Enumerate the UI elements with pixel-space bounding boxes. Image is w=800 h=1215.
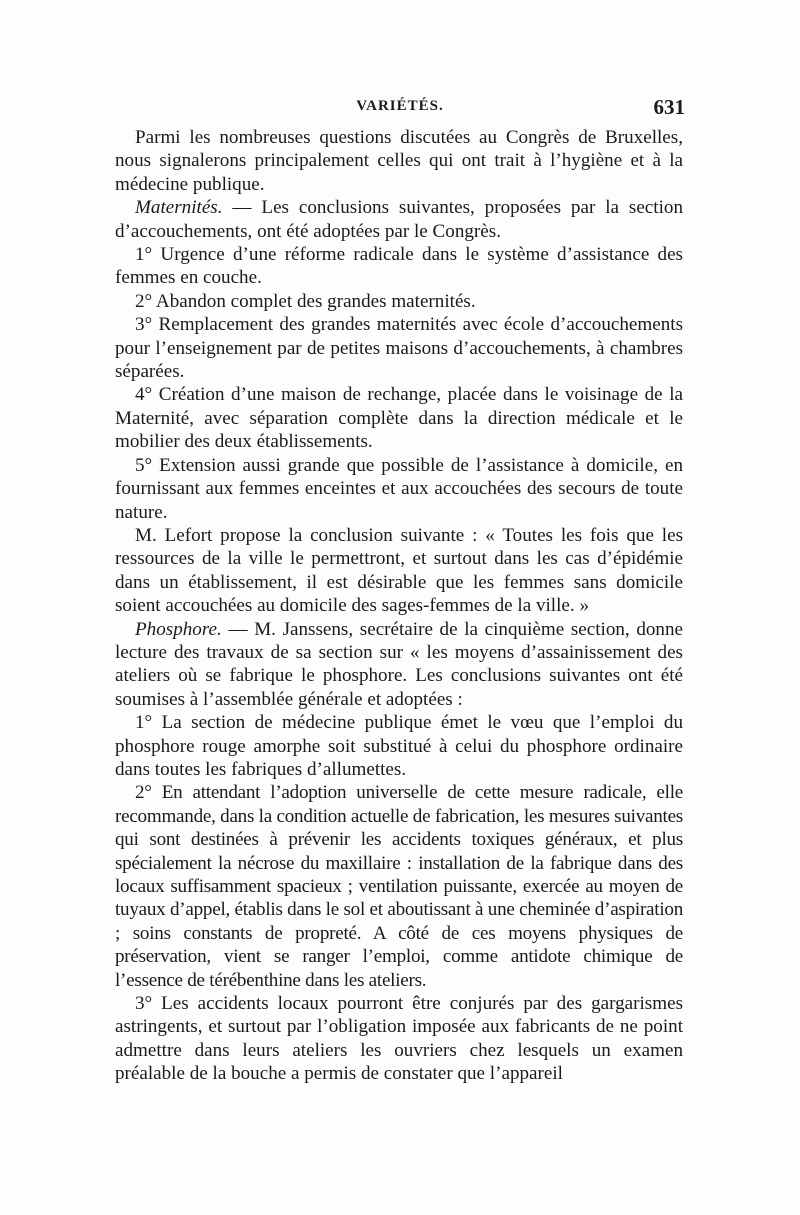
paragraph-text: — M. Janssens, secrétaire de la cinquième section, donne lecture des travaux de sa section sur « les moyens d’assainissement des ateliers où se fabrique le phosphore. Les conclusions suivantes ont été soumises à l’assemblée générale et adoptées : (115, 618, 683, 710)
conclusion-item-5: 5° Extension aussi grande que possible de l’assistance à domicile, en fournissant aux femmes enceintes et aux accouchées des secours de toute nature. (115, 454, 683, 523)
page-number: 631 (653, 95, 685, 119)
phosphore-item-1: 1° La section de médecine publique émet le vœu que l’emploi du phosphore rouge amorphe soit substitué à celui du phosphore ordinaire dans toutes les fabriques d’allumettes. (115, 712, 683, 780)
phosphore-item-2: 2° En attendant l’adoption universelle de cette mesure radicale, elle recommande, dans la condition actuelle de fabrication, les mesures suivantes qui sont destinées à prévenir les accidents toxiques généraux, et plus spécialement la nécrose du maxillaire : installation de la fabrique dans des locaux suffisamment spacieux ; ventilation puissante, exercée au moyen de tuyaux d’appel, établis dans le sol et aboutissant à une cheminée d’aspiration ; soins constants de propreté. A côté de ces moyens physiques de préservation, vient se ranger l’emploi, comme antidote chimique de l’essence de térébenthine dans les ateliers. (115, 782, 683, 991)
paragraph-text: — Les conclusions suivantes, proposées par la section d’accouchements, ont été adoptées par le Congrès. (115, 197, 683, 242)
conclusion-item-2: 2° Abandon complet des grandes maternités. (135, 290, 476, 312)
body-text (115, 126, 683, 1086)
paragraph-maternites (115, 196, 683, 243)
conclusion-item-1: 1° Urgence d’une réforme radicale dans le système d’assistance des femmes en couche. (115, 244, 683, 289)
running-title: VARIÉTÉS. (356, 98, 444, 114)
paragraph: Parmi les nombreuses questions discutées au Congrès de Bruxelles, nous signalerons principalement celles qui ont trait à l’hygiène et à la médecine publique. (115, 127, 683, 195)
conclusion-item-3: 3° Remplacement des grandes maternités avec école d’accouchements pour l’enseignement par de petites maisons d’accouchements, à chambres séparées. (115, 314, 683, 383)
running-head (115, 95, 685, 128)
phosphore-item-3: 3° Les accidents locaux pourront être conjurés par des gargarismes astringents, et surtout par l’obligation imposée aux fabricants de ne point admettre dans leurs ateliers les ouvriers chez lesquels un examen préalable de la bouche a permis de constater que l’appareil (115, 993, 683, 1085)
paragraph-lefort: M. Lefort propose la conclusion suivante : « Toutes les fois que les ressources de la ville le permettront, et surtout dans les cas d’épidémie dans un établissement, il est désirable que les femmes sans domicile soient accouchées au domicile des sages-femmes de la ville. » (115, 524, 683, 617)
section-heading-phosphore: Phosphore. (135, 618, 222, 640)
paragraph-phosphore (115, 618, 683, 712)
conclusion-item-4: 4° Création d’une maison de rechange, placée dans le voisinage de la Maternité, avec séparation complète dans la direction médicale et le mobilier des deux établissements. (115, 384, 683, 453)
section-heading-maternites: Maternités. (135, 197, 223, 219)
